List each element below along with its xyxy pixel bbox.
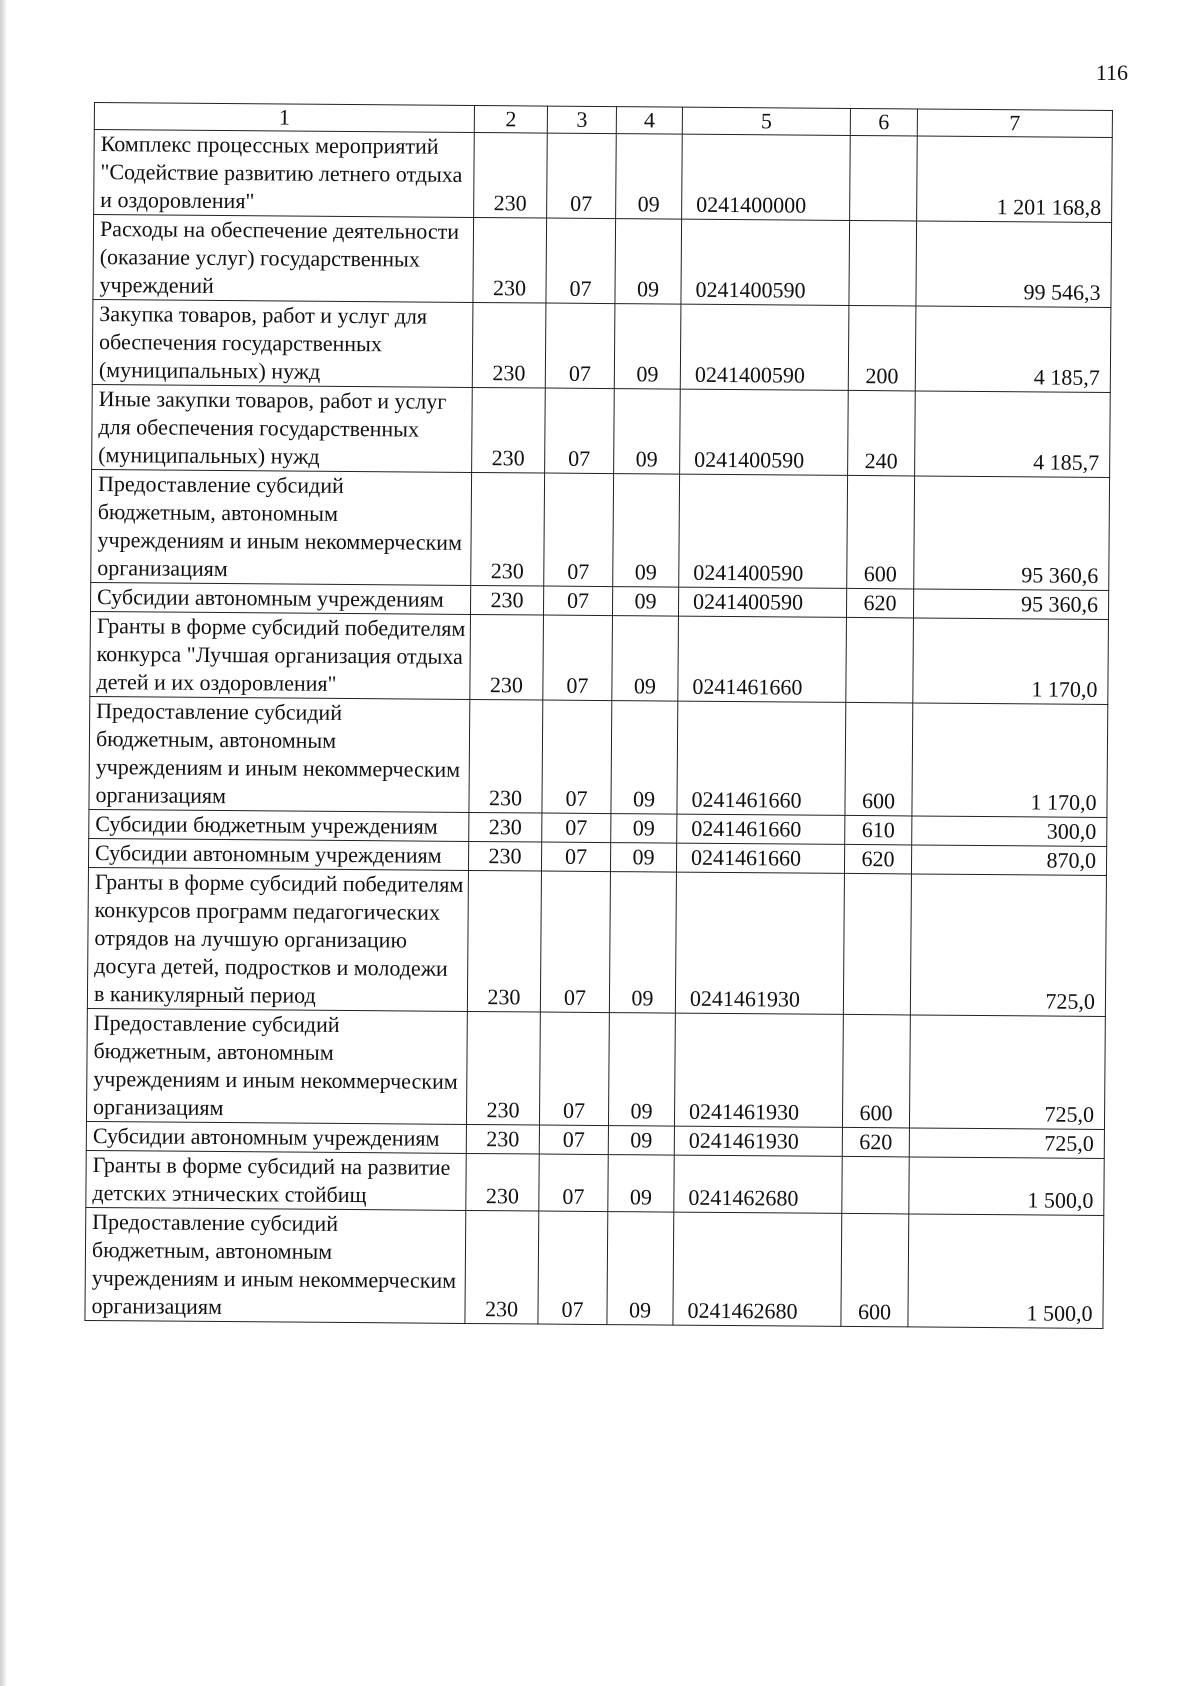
- row-subsection-code: 09: [608, 1155, 674, 1213]
- page-number: 116: [1095, 60, 1128, 85]
- row-section-code: 07: [545, 303, 615, 389]
- row-section-code: 07: [543, 615, 613, 701]
- row-name: Субсидии автономным учреждениям: [88, 838, 468, 870]
- row-section-code: 07: [541, 842, 610, 872]
- row-expense-type-code: [850, 135, 918, 221]
- row-amount: 725,0: [909, 1015, 1105, 1130]
- row-target-article-code: 0241461660: [678, 616, 847, 702]
- row-grbs-code: 230: [471, 472, 545, 586]
- row-section-code: 07: [545, 388, 615, 474]
- row-section-code: 07: [540, 871, 610, 1013]
- header-col-5: 5: [682, 107, 850, 135]
- row-subsection-code: 09: [615, 219, 682, 305]
- row-grbs-code: 230: [465, 1210, 539, 1324]
- table-row: [87, 867, 1106, 1016]
- header-col-1: 1: [94, 103, 474, 133]
- row-grbs-code: 230: [469, 812, 542, 842]
- row-target-article-code: 0241400590: [679, 474, 848, 588]
- row-amount: 95 360,6: [914, 476, 1110, 591]
- table-row: [92, 384, 1111, 477]
- row-amount: 4 185,7: [915, 306, 1111, 393]
- row-target-article-code: 0241461930: [674, 1126, 842, 1156]
- row-amount: 95 360,6: [913, 589, 1108, 620]
- row-grbs-code: 230: [470, 585, 543, 615]
- row-subsection-code: 09: [614, 304, 681, 390]
- row-subsection-code: 09: [613, 474, 680, 588]
- row-amount: 1 170,0: [912, 703, 1108, 818]
- row-name: Закупка товаров, работ и услуг для обеспечения государственных (муниципальных) нужд: [92, 299, 473, 387]
- row-grbs-code: 230: [474, 132, 548, 218]
- row-section-code: 07: [547, 133, 617, 219]
- row-amount: 1 500,0: [909, 1157, 1104, 1216]
- table-row: [86, 1150, 1104, 1215]
- header-col-3: 3: [547, 106, 616, 134]
- row-section-code: 07: [539, 1125, 608, 1155]
- row-expense-type-code: [842, 1156, 909, 1214]
- row-amount: 4 185,7: [915, 391, 1111, 478]
- table-body: [85, 130, 1112, 1329]
- row-grbs-code: 230: [466, 1011, 540, 1125]
- row-expense-type-code: [843, 873, 911, 1015]
- row-subsection-code: 09: [608, 1126, 674, 1156]
- row-target-article-code: 0241462680: [674, 1155, 842, 1213]
- row-subsection-code: 09: [616, 134, 683, 220]
- row-expense-type-code: 610: [845, 815, 912, 845]
- row-expense-type-code: 200: [848, 305, 916, 391]
- row-target-article-code: 0241461930: [675, 872, 844, 1014]
- row-grbs-code: 230: [466, 1124, 539, 1154]
- table-row: [85, 1207, 1104, 1328]
- row-amount: 725,0: [909, 1128, 1104, 1159]
- row-target-article-code: 0241461660: [677, 701, 846, 815]
- row-grbs-code: 230: [472, 302, 546, 388]
- row-expense-type-code: 600: [841, 1213, 909, 1327]
- row-grbs-code: 230: [473, 217, 547, 303]
- row-expense-type-code: [849, 220, 917, 306]
- table-row: [93, 215, 1112, 308]
- row-subsection-code: 09: [611, 701, 678, 815]
- row-subsection-code: 09: [610, 843, 676, 873]
- row-subsection-code: 09: [608, 1013, 675, 1127]
- row-target-article-code: 0241400590: [681, 219, 850, 305]
- row-subsection-code: 09: [609, 872, 676, 1014]
- row-expense-type-code: 600: [847, 475, 915, 589]
- row-amount: 725,0: [910, 874, 1106, 1017]
- row-subsection-code: 09: [611, 814, 677, 844]
- row-expense-type-code: 600: [842, 1014, 910, 1128]
- header-col-2: 2: [474, 105, 547, 133]
- scan-edge: [0, 0, 6, 1686]
- row-amount: 1 170,0: [913, 618, 1109, 705]
- row-name: Предоставление субсидий бюджетным, автономным учреждениям и иным некоммерческим организациям: [86, 1008, 467, 1124]
- row-name: Гранты в форме субсидий победителям конкурса "Лучшая организация отдыха детей и их оздоровления": [90, 611, 471, 699]
- row-section-code: 07: [542, 700, 612, 814]
- row-target-article-code: 0241400590: [678, 587, 846, 617]
- row-grbs-code: 230: [472, 387, 546, 473]
- row-subsection-code: 09: [612, 587, 678, 617]
- table-row: [94, 130, 1113, 223]
- row-expense-type-code: 620: [846, 588, 913, 618]
- row-target-article-code: 0241461930: [674, 1013, 843, 1127]
- row-name: Предоставление субсидий бюджетным, автономным учреждениям и иным некоммерческим организациям: [89, 696, 470, 812]
- header-col-7: 7: [917, 109, 1112, 138]
- row-grbs-code: 230: [467, 870, 541, 1012]
- table-row: [86, 1008, 1105, 1129]
- row-section-code: 07: [539, 1154, 608, 1212]
- row-section-code: 07: [538, 1211, 608, 1325]
- row-name: Комплекс процессных мероприятий "Содействие развитию летнего отдыха и оздоровления": [94, 130, 475, 218]
- row-amount: 99 546,3: [916, 221, 1112, 308]
- header-col-6: 6: [850, 108, 917, 136]
- row-name: Предоставление субсидий бюджетным, автономным учреждениям и иным некоммерческим организациям: [85, 1207, 466, 1323]
- row-amount: 1 500,0: [908, 1214, 1104, 1329]
- row-grbs-code: 230: [468, 841, 541, 871]
- header-col-4: 4: [616, 107, 682, 135]
- row-name: Субсидии автономным учреждениям: [90, 582, 470, 614]
- row-subsection-code: 09: [607, 1212, 674, 1326]
- row-name: Гранты в форме субсидий победителям конкурсов программ педагогических отрядов на лучшую организацию досуга детей, подростков и молодежи в каникулярный период: [87, 867, 468, 1011]
- row-target-article-code: 0241461660: [677, 814, 845, 844]
- row-grbs-code: 230: [466, 1153, 539, 1211]
- row-name: Гранты в форме субсидий на развитие детских этнических стойбищ: [86, 1150, 466, 1210]
- table-row: [90, 611, 1109, 704]
- row-target-article-code: 0241462680: [673, 1212, 842, 1326]
- row-amount: 870,0: [911, 845, 1106, 876]
- table-row: [89, 696, 1108, 817]
- row-name: Субсидии бюджетным учреждениям: [89, 809, 469, 841]
- row-target-article-code: 0241400590: [680, 389, 849, 475]
- row-target-article-code: 0241400590: [680, 304, 849, 390]
- row-expense-type-code: 620: [844, 844, 911, 874]
- row-section-code: 07: [542, 813, 611, 843]
- row-name: Предоставление субсидий бюджетным, автономным учреждениям и иным некоммерческим организациям: [91, 469, 472, 585]
- row-target-article-code: 0241400000: [682, 134, 851, 220]
- row-section-code: 07: [543, 586, 612, 616]
- row-expense-type-code: 240: [848, 390, 916, 476]
- budget-table: [84, 102, 1113, 1329]
- row-subsection-code: 09: [612, 616, 679, 702]
- row-name: Расходы на обеспечение деятельности (оказание услуг) государственных учреждений: [93, 215, 474, 303]
- row-subsection-code: 09: [614, 389, 681, 475]
- row-expense-type-code: 600: [845, 702, 913, 816]
- row-grbs-code: 230: [470, 614, 544, 700]
- row-expense-type-code: [846, 617, 914, 703]
- row-section-code: 07: [539, 1012, 609, 1126]
- row-section-code: 07: [544, 473, 614, 587]
- table-row: [91, 469, 1110, 590]
- table-row: [92, 299, 1111, 392]
- row-expense-type-code: 620: [842, 1127, 909, 1157]
- row-name: Субсидии автономным учреждениям: [86, 1121, 466, 1153]
- row-amount: 1 201 168,8: [917, 136, 1113, 223]
- row-section-code: 07: [546, 218, 616, 304]
- row-target-article-code: 0241461660: [676, 843, 844, 873]
- row-amount: 300,0: [912, 816, 1107, 847]
- row-name: Иные закупки товаров, работ и услуг для обеспечения государственных (муниципальных) нужд: [92, 384, 473, 472]
- row-grbs-code: 230: [469, 699, 543, 813]
